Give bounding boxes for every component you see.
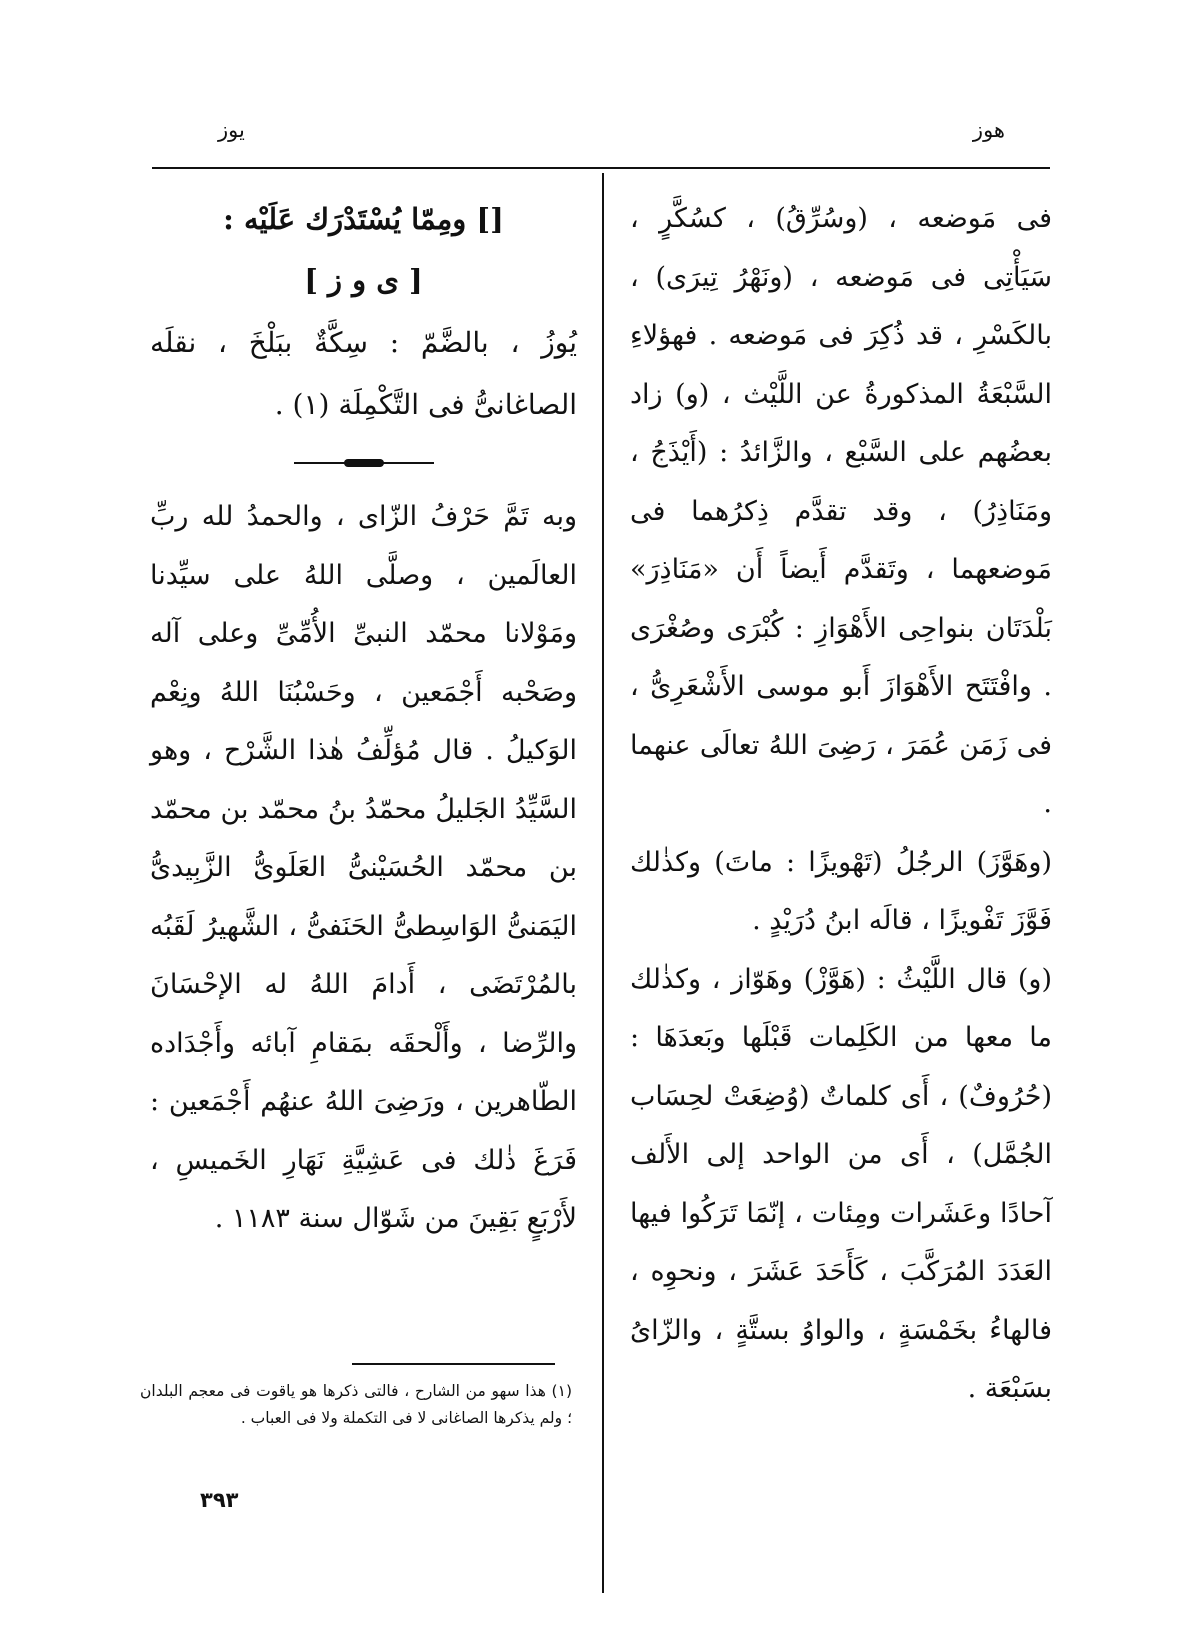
paragraph-hawwaza: (وهَوَّزَ) الرجُلُ (تَهْويزًا : ماتَ) وكذٰلك فَوَّزَ تَفْويزًا ، قالَه ابنُ دُرَيْدٍ . <box>630 846 1052 936</box>
entry-yuz: يُوزُ ، بالضَّمّ : سِكَّةٌ ببَلْخَ ، نقلَه الصاغانىُّ فى التَّكْمِلَة (١) . <box>150 326 577 421</box>
column-divider <box>602 173 604 1593</box>
footnote-rule <box>352 1363 555 1365</box>
left-column <box>150 190 577 1249</box>
root-heading: [ ى و ز ] <box>304 263 423 297</box>
running-head-left: يوز <box>218 118 245 142</box>
section-ornament <box>294 458 434 468</box>
paragraph-hawaz-cities: فى مَوضعه ، (وسُرِّقُ) ، كسُكَّرٍ ، سَيَأْتِى فى مَوضعه ، (ونَهْرُ تِيرَى) ، بالكَسْرِ ، قد ذُكِرَ فى مَوضعه . فهؤلاءِ السَّبْعَةُ المذكورةُ عن اللَّيْث ، (و) زاد بعضُهم على السَّبْع ، والزَّائدُ : (أَيْذَجُ ، ومَنَاذِرُ) ، وقد تقدَّم ذِكرُهما فى مَوضعهما ، وتَقدَّم أَيضاً أَن «مَنَاذِرَ» بَلْدَتَان بنواحِى الأَهْوَازِ : كُبْرَى وصُغْرَى . وافْتَتَح الأَهْوَازَ أَبو موسى الأَشْعَرِىُّ ، فى زَمَن عُمَرَ ، رَضِىَ اللهُ تعالَى عنهما . <box>630 203 1052 819</box>
right-column <box>630 190 1052 1419</box>
footnote: (١) هذا سهو من الشارح ، فالتى ذكرها هو ياقوت فى معجم البلدان ؛ ولم يذكرها الصاغانى لا فى التكملة ولا فى العباب . <box>140 1382 572 1427</box>
colophon-paragraph: وبه تَمَّ حَرْفُ الزّاى ، والحمدُ لله ربِّ العالَمين ، وصلَّى اللهُ على سيِّدنا ومَوْلانا محمّد النبىِّ الأُمِّىِّ وعلى آله وصَحْبه أَجْمَعين ، وحَسْبُنَا اللهُ ونِعْم الوَكيلُ . قال مُؤلِّفُ هٰذا الشَّرْح ، وهو السَّيِّدُ الجَليلُ محمّدُ بنُ محمّد بن محمّد بن محمّد الحُسَيْنىُّ العَلَوىُّ الزَّبِيدىُّ اليَمَنىُّ الوَاسِطىُّ الحَنَفىُّ ، الشَّهيرُ لَقَبُه بالمُرْتَضَى ، أَدامَ اللهُ له الإحْسَانَ والرِّضا ، وأَلْحقَه بمَقامِ آبائه وأَجْدَاده الطّاهرين ، ورَضِىَ اللهُ عنهُم أَجْمَعين : فَرَغَ ذٰلك فى عَشِيَّةِ نَهَارِ الخَميسِ ، لأَرْبَعٍ بَقِينَ من شَوّال سنة ١١٨٣ . <box>150 501 577 1234</box>
header-rule <box>152 167 1050 169</box>
mustadrak-heading: [] ومِمّا يُسْتَدْرَك عَلَيْه : <box>223 202 504 236</box>
running-head-right: هوز <box>972 118 1005 142</box>
paragraph-hawwaz-letters: (و) قال اللَّيْثُ : (هَوَّزْ) وهَوّاز ، وكذٰلك ما معها من الكَلِمات قَبْلَها وبَعدَهَا : (حُرُوفٌ) ، أَى كلماتٌ (وُضِعَتْ لحِسَاب الجُمَّل) ، أَى من الواحد إلى الأَلف آحادًا وعَشَرات ومِئات ، إنّمَا تَرَكُوا فيها العَدَدَ المُرَكَّبَ ، كَأَحَدَ عَشَرَ ، ونحوِه ، فالهاءُ بخَمْسَةٍ ، والواوُ بستَّةٍ ، والزّاىُ بسَبْعَة . <box>630 963 1052 1404</box>
page-number: ٣٩٣ <box>200 1488 239 1512</box>
